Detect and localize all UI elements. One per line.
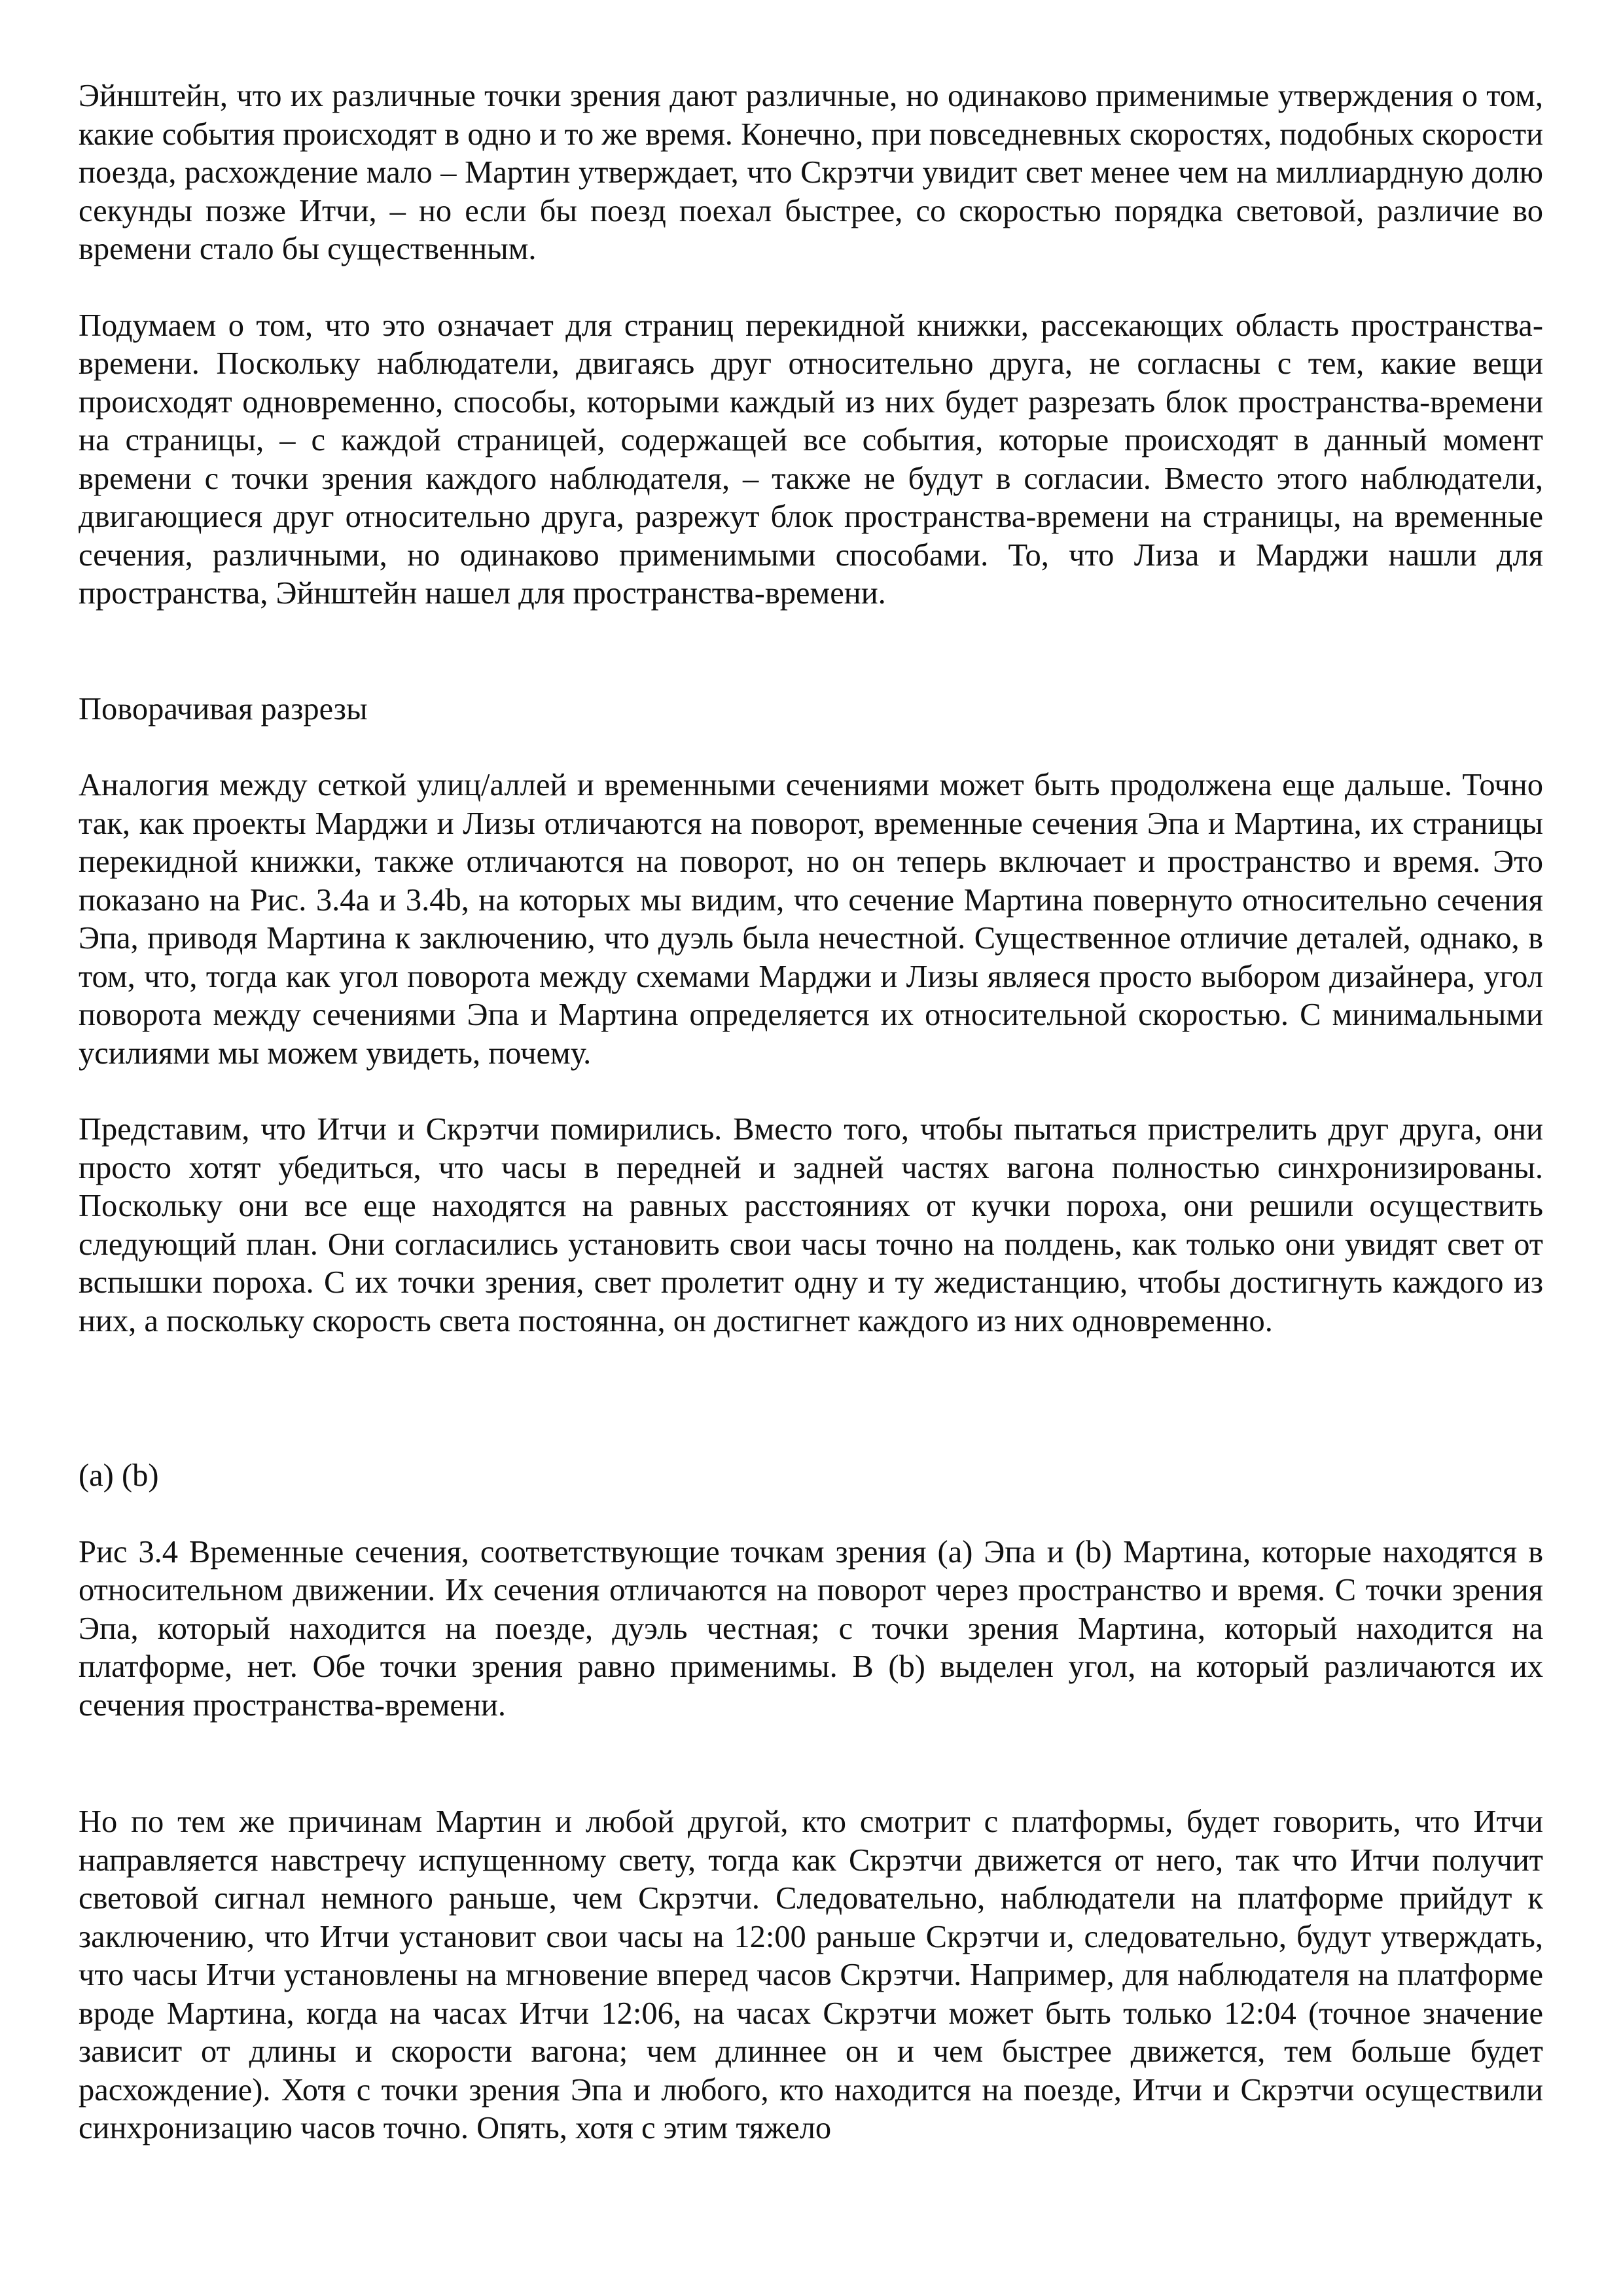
document-page: [79, 77, 1543, 2148]
figure-labels: (a) (b): [79, 1458, 159, 1493]
spacer: [79, 269, 1543, 307]
section-heading: Поворачивая разрезы: [79, 691, 368, 726]
paragraph-clock-synchronization: Представим, что Итчи и Скрэтчи помирились. Вместо того, чтобы пытаться пристрелить друг друга, они просто хотят убедиться, что часы в передней и задней частях вагона полностью синхронизированы. Поскольку они все еще находятся на равных расстояниях от кучки пороха, они решили осуществить следующий план. Они согласились установить свои часы точно на полдень, как только они увидят свет от вспышки пороха. С их точки зрения, свет пролетит одну и ту жедистанцию, чтобы достигнуть каждого из них, а поскольку скорость света постоянна, он достигнет каждого из них одновременно.: [79, 1112, 1543, 1338]
paragraph-grid-analogy: Аналогия между сеткой улиц/аллей и временными сечениями может быть продолжена еще дальше. Точно так, как проекты Марджи и Лизы отличаются на поворот, временные сечения Эпа и Мартина, их страницы перекидной книжки, также отличаются на поворот, но он теперь включает и пространство и время. Это показано на Рис. 3.4a и 3.4b, на которых мы видим, что сечение Мартина повернуто относительно сечения Эпа, приводя Мартина к заключению, что дуэль была нечестной. Существенное отличие деталей, однако, в том, что, тогда как угол поворота между схемами Марджи и Лизы являеся просто выбором дизайнера, угол поворота между сечениями Эпа и Мартина определяется их относительной скоростью. С минимальными усилиями мы можем увидеть, почему.: [79, 768, 1543, 1071]
spacer: [79, 1496, 1543, 1534]
figure-caption: Рис 3.4 Временные сечения, соответствующие точкам зрения (a) Эпа и (b) Мартина, которые находятся в относительном движении. Их сечения отличаются на поворот через пространство и время. С точки зрения Эпа, который находится на поезде, дуэль честная; с точки зрения Мартина, который находится на платформе, нет. Обе точки зрения равно применимы. В (b) выделен угол, на который различаются их сечения пространства-времени.: [79, 1534, 1543, 1723]
spacer: [79, 728, 1543, 766]
paragraph-einstein-simultaneity: Эйнштейн, что их различные точки зрения дают различные, но одинаково применимые утверждения о том, какие события происходят в одно и то же время. Конечно, при повседневных скоростях, подобных скорости поезда, расхождение мало – Мартин утверждает, что Скрэтчи увидит свет менее чем на миллиардную долю секунды позже Итчи, – но если бы поезд поехал быстрее, со скоростью порядка световой, различие во времени стало бы существенным.: [79, 79, 1543, 266]
paragraph-platform-observers: Но по тем же причинам Мартин и любой другой, кто смотрит с платформы, будет говорить, что Итчи направляется навстречу испущенному свету, тогда как Скрэтчи движется от него, так что Итчи получит световой сигнал немного раньше, чем Скрэтчи. Следовательно, наблюдатели на платформе прийдут к заключению, что Итчи установит свои часы на 12:00 раньше Скрэтчи и, следовательно, будут утверждать, что часы Итчи установлены на мгновение вперед часов Скрэтчи. Например, для наблюдателя на платформе вроде Мартина, когда на часах Итчи 12:06, на часах Скрэтчи может быть только 12:04 (точное значение зависит от длины и скорости вагона; чем длиннее он и чем быстрее движется, тем больше будет расхождение). Хотя с точки зрения Эпа и любого, кто находится на поезде, Итчи и Скрэтчи осуществили синхронизацию часов точно. Опять, хотя с этим тяжело: [79, 1804, 1543, 2145]
spacer: [79, 1725, 1543, 1803]
spacer: [79, 1073, 1543, 1111]
figure-placeholder: [79, 1340, 1543, 1457]
paragraph-flipbook-pages: Подумаем о том, что это означает для страниц перекидной книжки, рассекающих область пространства-времени. Поскольку наблюдатели, двигаясь друг относительно друга, не согласны с тем, какие вещи происходят одновременно, способы, которыми каждый из них будет разрезать блок пространства-времени на страницы, – с каждой страницей, содержащей все события, которые происходят в данный момент времени с точки зрения каждого наблюдателя, – также не будут в согласии. Вместо этого наблюдатели, двигающиеся друг относительно друга, разрежут блок пространства-времени на страницы, на временные сечения, различными, но одинаково применимыми способами. То, что Лиза и Марджи нашли для пространства, Эйнштейн нашел для пространства-времени.: [79, 308, 1543, 611]
spacer: [79, 613, 1543, 691]
